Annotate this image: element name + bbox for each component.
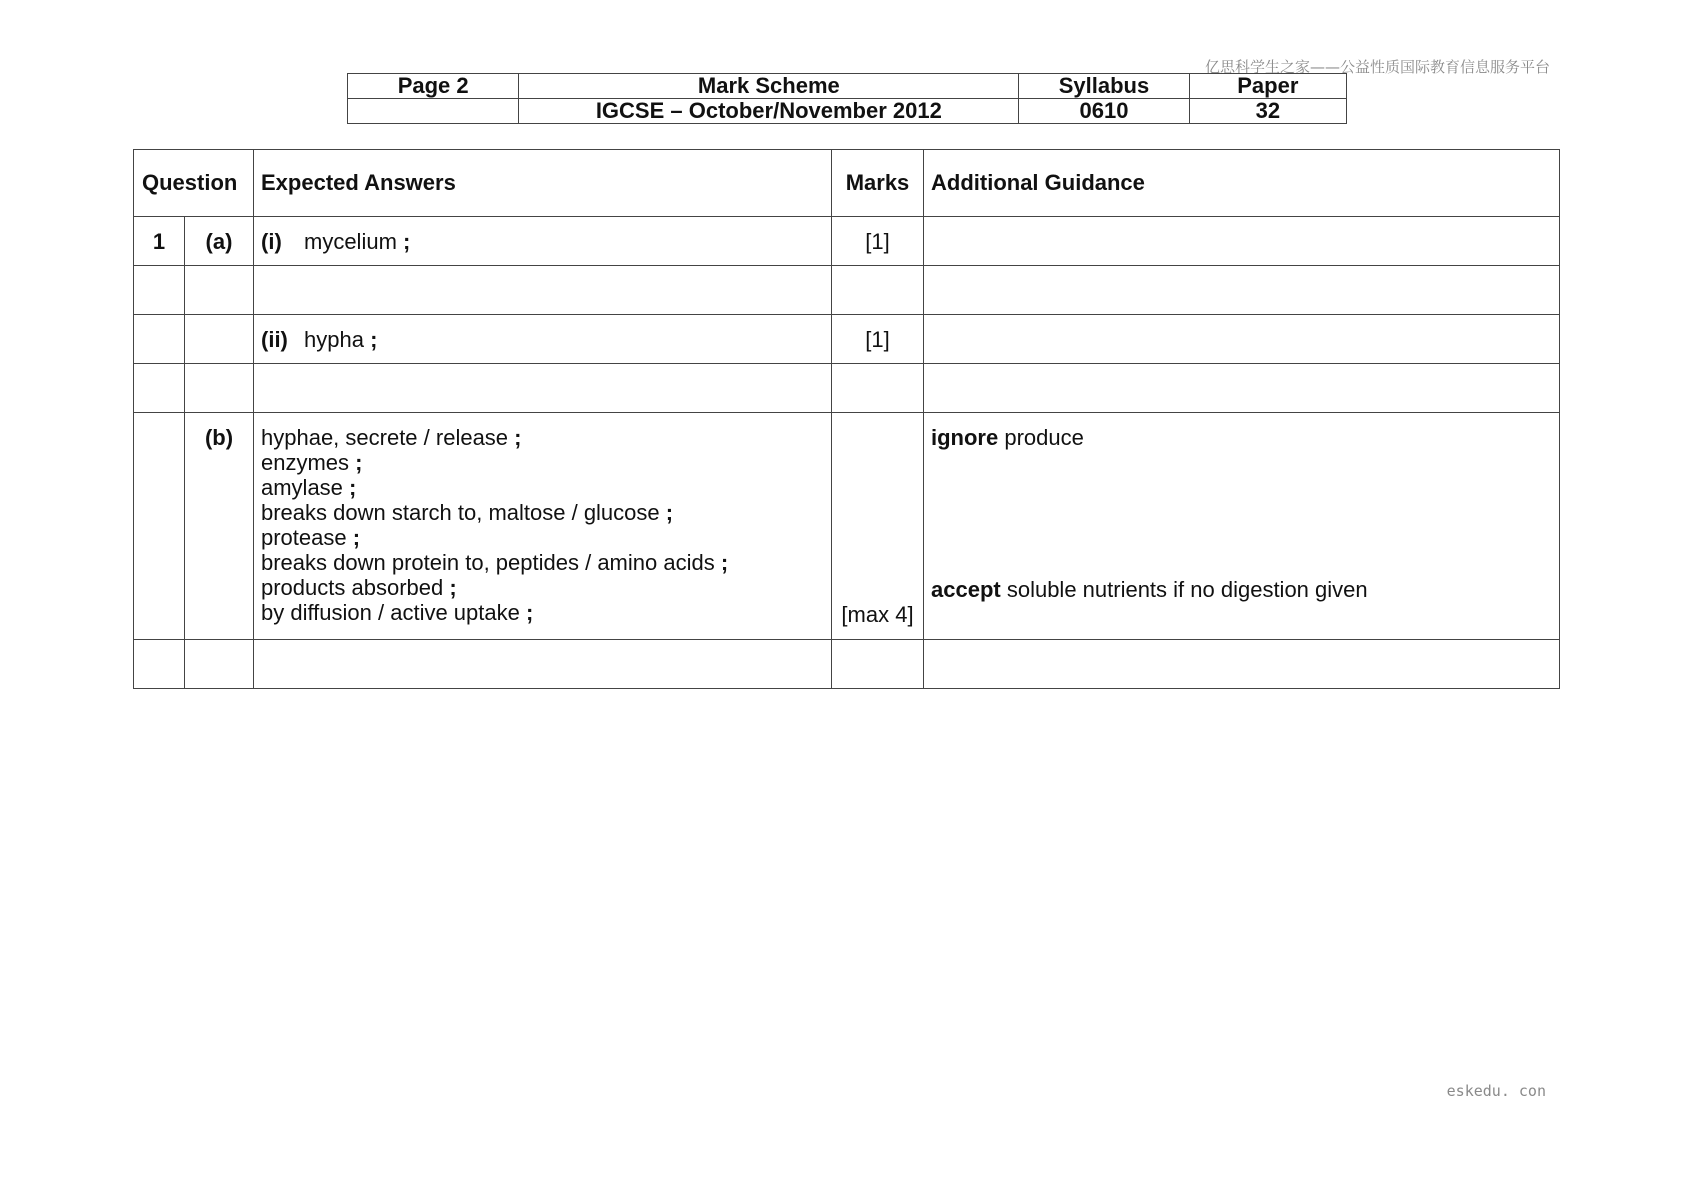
answer-line: by diffusion / active uptake ; [261, 600, 534, 625]
watermark-bottom: eskedu. con [1446, 1082, 1546, 1100]
watermark-top: 亿思科学生之家——公益性质国际教育信息服务平台 [1204, 58, 1550, 76]
empty-cell [924, 266, 1560, 315]
answer-line: amylase ; [261, 475, 357, 500]
marks-a-i: [1] [832, 217, 924, 266]
empty-cell [185, 315, 254, 364]
header-exam: IGCSE – October/November 2012 [519, 99, 1019, 124]
guidance-accept: accept soluble nutrients if no digestion given [931, 577, 1368, 602]
table-row [134, 315, 1560, 364]
answer-a-i [254, 217, 832, 266]
empty-cell [832, 364, 924, 413]
answer-line: hyphae, secrete / release ; [261, 425, 522, 450]
column-question: Question [134, 150, 254, 217]
answer-a-ii [254, 315, 832, 364]
question-part-a: (a) [185, 217, 254, 266]
question-number: 1 [134, 217, 185, 266]
empty-cell [134, 315, 185, 364]
header-paper: 32 [1189, 99, 1346, 124]
answer-text: hypha [304, 327, 364, 352]
answer-line: enzymes ; [261, 450, 363, 475]
empty-cell [134, 640, 185, 689]
marks-b-cell [832, 413, 924, 640]
marks-b: [max 4] [841, 602, 914, 627]
semicolon: ; [403, 229, 411, 254]
header-paper-label: Paper [1189, 74, 1346, 99]
column-expected-answers: Expected Answers [254, 150, 832, 217]
column-additional-guidance: Additional Guidance [924, 150, 1560, 217]
empty-cell [254, 266, 832, 315]
guidance-b [924, 413, 1560, 640]
mark-scheme-table [133, 149, 1560, 689]
empty-cell [185, 364, 254, 413]
sub-label-i: (i) [261, 229, 282, 254]
guidance-a-ii [924, 315, 1560, 364]
column-marks: Marks [832, 150, 924, 217]
header-title: Mark Scheme [519, 74, 1019, 99]
answer-line: protease ; [261, 525, 361, 550]
table-row [134, 266, 1560, 315]
empty-cell [185, 266, 254, 315]
question-part-b: (b) [185, 413, 254, 640]
answer-line: products absorbed ; [261, 575, 457, 600]
guidance-a-i [924, 217, 1560, 266]
answer-line: breaks down starch to, maltose / glucose ; [261, 500, 674, 525]
table-row [134, 364, 1560, 413]
empty-cell [832, 266, 924, 315]
empty-cell [134, 266, 185, 315]
header-table [347, 73, 1347, 124]
answer-text: mycelium [304, 229, 397, 254]
header-page: Page 2 [348, 74, 519, 99]
table-row [134, 217, 1560, 266]
empty-cell [254, 364, 832, 413]
empty-cell [924, 364, 1560, 413]
header-empty [348, 99, 519, 124]
empty-cell [134, 364, 185, 413]
empty-cell [185, 640, 254, 689]
empty-cell [832, 640, 924, 689]
answer-b [254, 413, 832, 640]
sub-label-ii: (ii) [261, 327, 288, 352]
table-header-row [134, 150, 1560, 217]
guidance-ignore: ignore produce [931, 425, 1084, 450]
header-syllabus-label: Syllabus [1019, 74, 1189, 99]
table-row [134, 640, 1560, 689]
semicolon: ; [370, 327, 378, 352]
marks-a-ii: [1] [832, 315, 924, 364]
table-row [134, 413, 1560, 640]
empty-cell [924, 640, 1560, 689]
answer-line: breaks down protein to, peptides / amino acids ; [261, 550, 729, 575]
empty-cell [254, 640, 832, 689]
header-syllabus: 0610 [1019, 99, 1189, 124]
empty-cell [134, 413, 185, 640]
